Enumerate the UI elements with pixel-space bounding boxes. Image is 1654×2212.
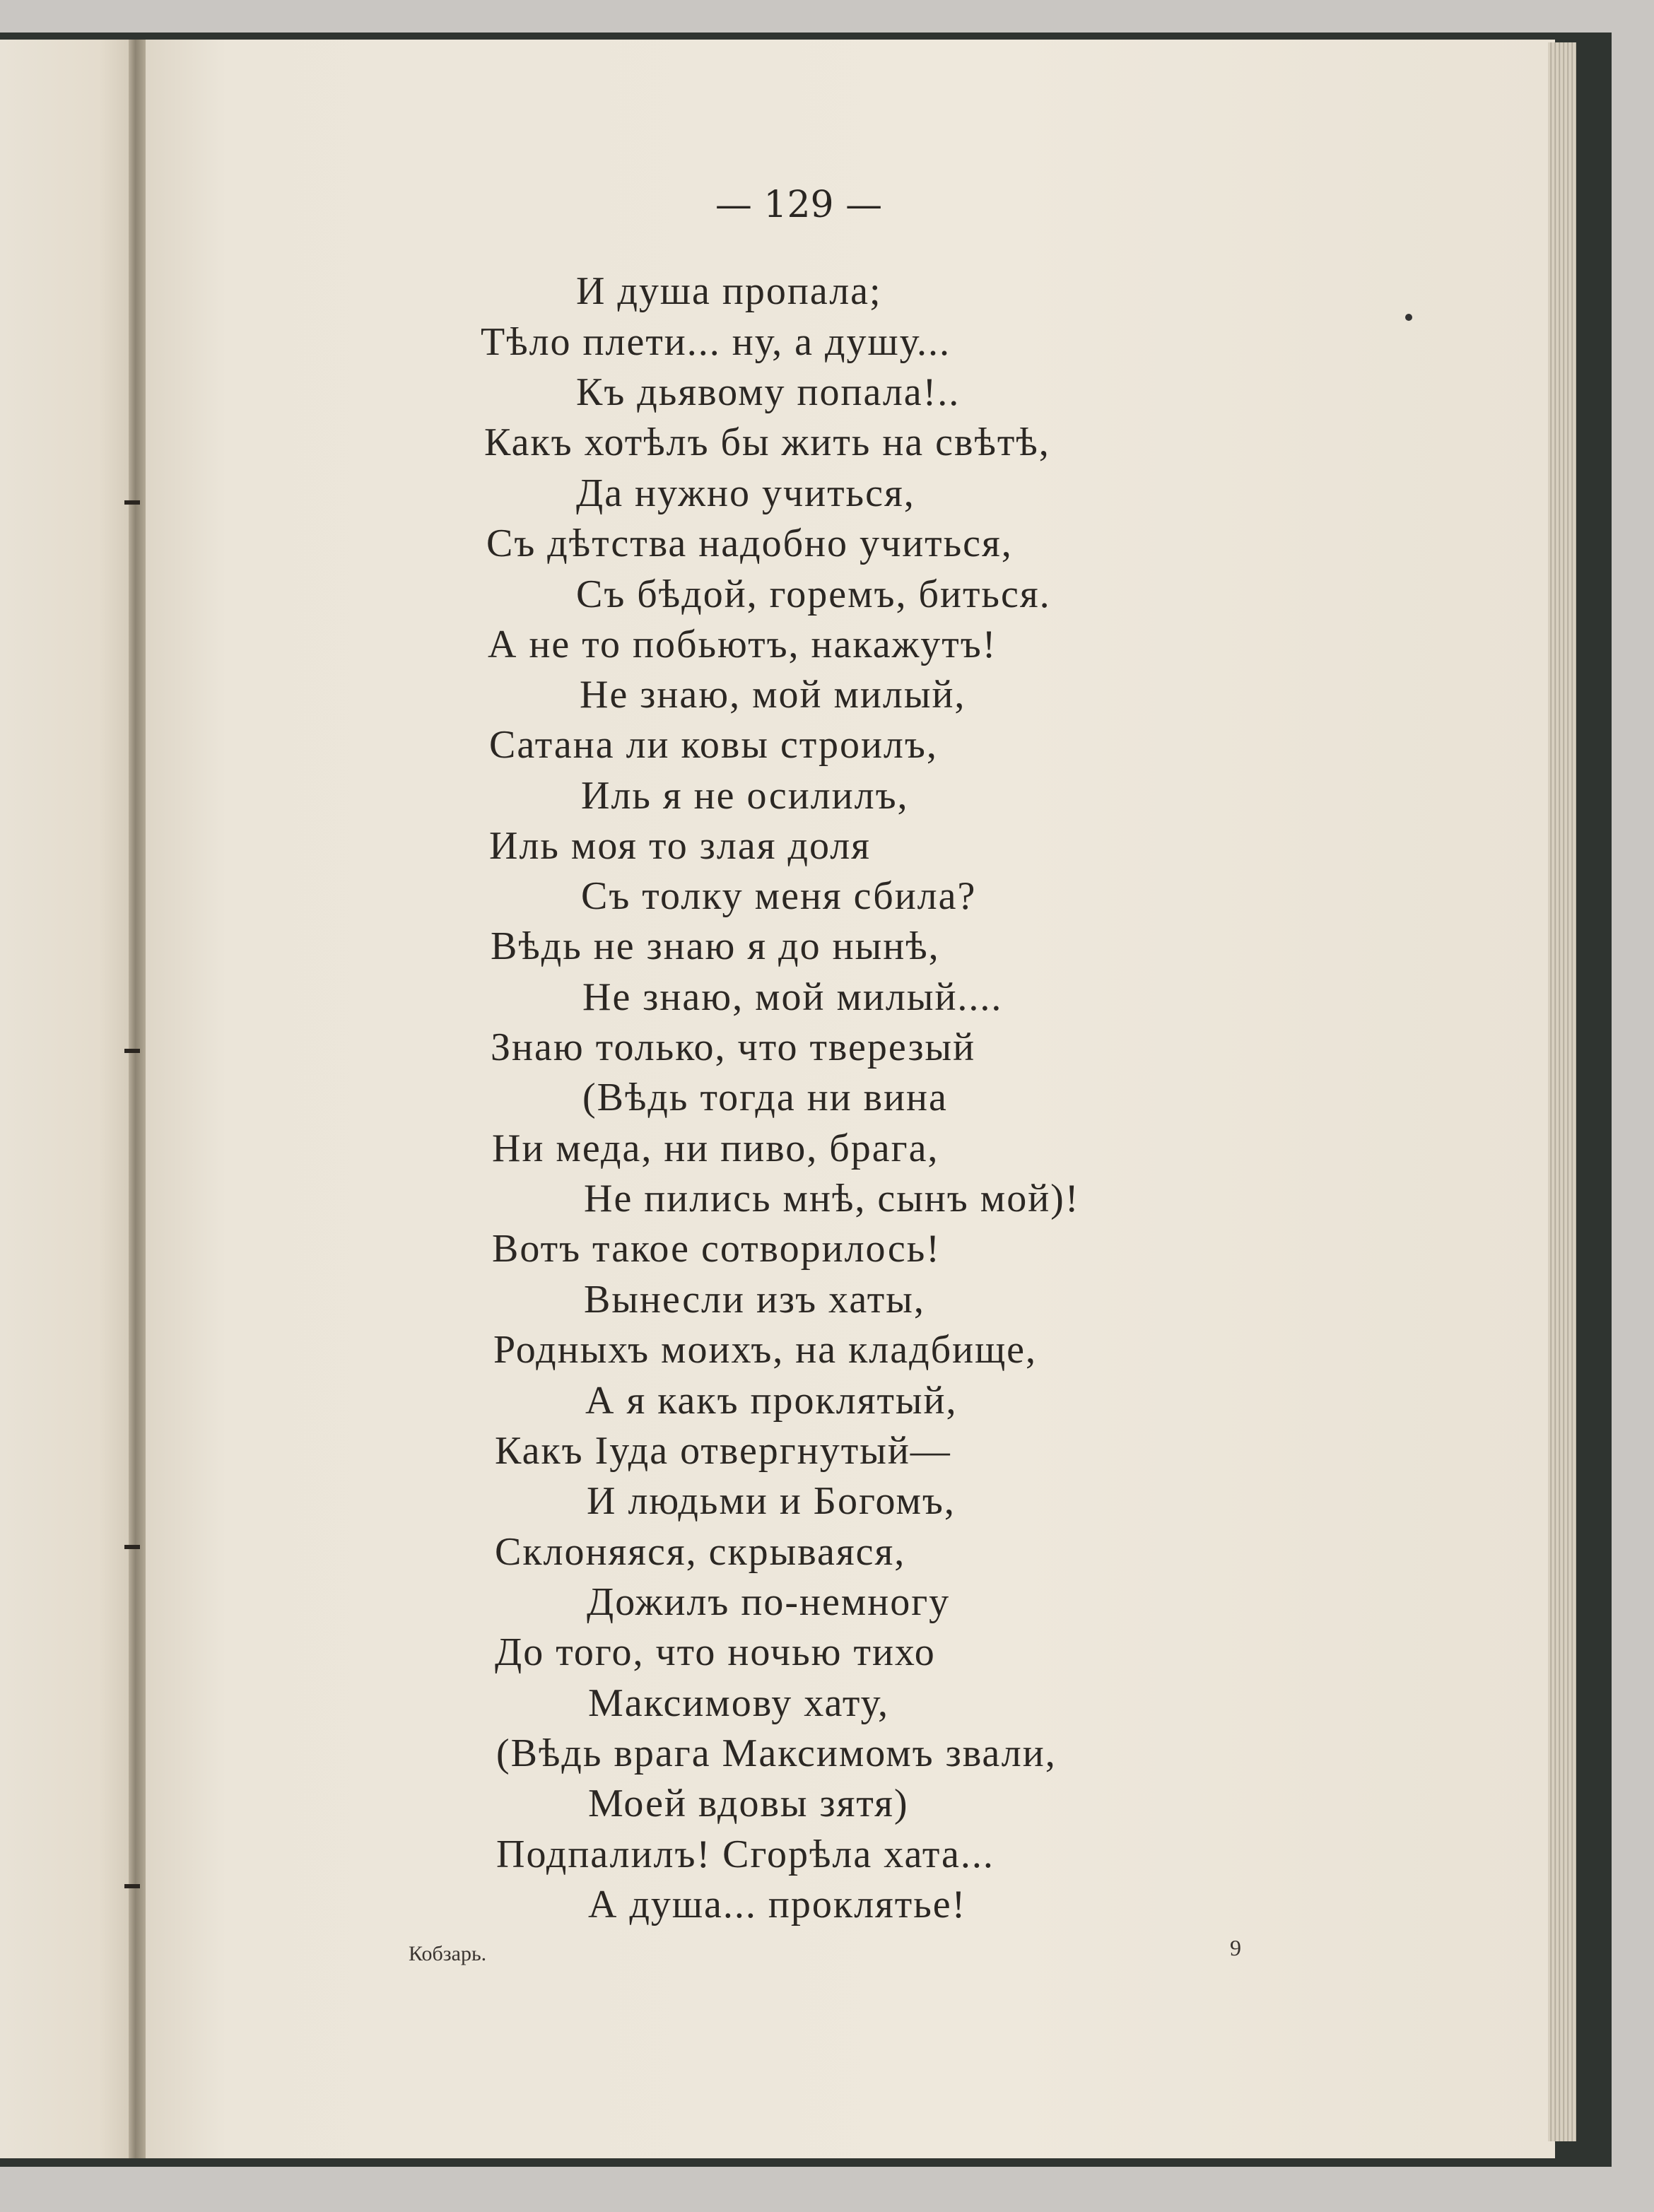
- poem-line: Подпалилъ! Сгорѣла хата...: [496, 1832, 995, 1876]
- poem-line: Ни меда, ни пиво, брага,: [492, 1126, 939, 1170]
- poem-line: Съ дѣтства надобно учиться,: [486, 522, 1013, 565]
- poem-line: Вѣдь не знаю я до нынѣ,: [491, 924, 940, 968]
- poem-line: И душа пропала;: [576, 269, 882, 313]
- binding-stitch: [124, 500, 140, 505]
- poem-line: Родныхъ моихъ, на кладбище,: [493, 1328, 1038, 1372]
- poem-line: Не знаю, мой милый,: [580, 673, 966, 717]
- poem-line: Не знаю, мой милый....: [582, 975, 1003, 1019]
- poem-line: Максимову хату,: [588, 1681, 890, 1725]
- poem-line: Какъ хотѣлъ бы жить на свѣтѣ,: [484, 420, 1050, 464]
- poem-line: Сатана ли ковы строилъ,: [489, 723, 938, 767]
- poem-line: Вотъ такое сотворилось!: [492, 1227, 941, 1271]
- poem-line: Тѣло плети... ну, а душу...: [481, 320, 951, 364]
- binding-stitch: [124, 1049, 140, 1053]
- poem-line: Съ толку меня сбила?: [581, 874, 977, 918]
- poem-line: (Вѣдь тогда ни вина: [582, 1076, 948, 1119]
- poem-line: Не пились мнѣ, сынъ мой)!: [584, 1177, 1080, 1220]
- poem-line: Вынесли изъ хаты,: [584, 1278, 925, 1322]
- page-number: — 129 —: [715, 184, 883, 226]
- book-gutter: [129, 40, 146, 2158]
- poem-line: Иль я не осилилъ,: [581, 774, 909, 818]
- poem-line: И людьми и Богомъ,: [587, 1479, 956, 1523]
- poem-line: Къ дьявому попала!..: [576, 370, 961, 414]
- poem-line: Знаю только, что тверезый: [491, 1025, 976, 1069]
- poem-line: А душа... проклятье!: [588, 1883, 967, 1926]
- poem-line: Да нужно учиться,: [576, 471, 915, 515]
- poem-line: А не то побьютъ, накажутъ!: [488, 623, 997, 666]
- binding-stitch: [124, 1545, 140, 1549]
- poem-line: А я какъ проклятый,: [585, 1379, 958, 1423]
- footer-sheet-number: 9: [1230, 1935, 1241, 1960]
- footer-signature: Кобзарь.: [409, 1942, 487, 1965]
- poem-line: Склоняяся, скрываяся,: [495, 1530, 906, 1574]
- poem-line: Какъ Іуда отвергнутый—: [495, 1429, 951, 1473]
- poem-line: Дожилъ по-немногу: [587, 1580, 951, 1624]
- poem-line: До того, что ночью тихо: [495, 1630, 936, 1674]
- ink-speck: [1405, 314, 1412, 321]
- poem-line: Съ бѣдой, горемъ, биться.: [576, 572, 1051, 616]
- left-page: [0, 40, 141, 2158]
- poem-line: Иль моя то злая доля: [489, 824, 871, 868]
- binding-stitch: [124, 1884, 140, 1888]
- poem-line: Моей вдовы зятя): [588, 1782, 909, 1825]
- poem-line: (Вѣдь врага Максимомъ звали,: [496, 1731, 1057, 1775]
- page-edges: [1548, 42, 1576, 2141]
